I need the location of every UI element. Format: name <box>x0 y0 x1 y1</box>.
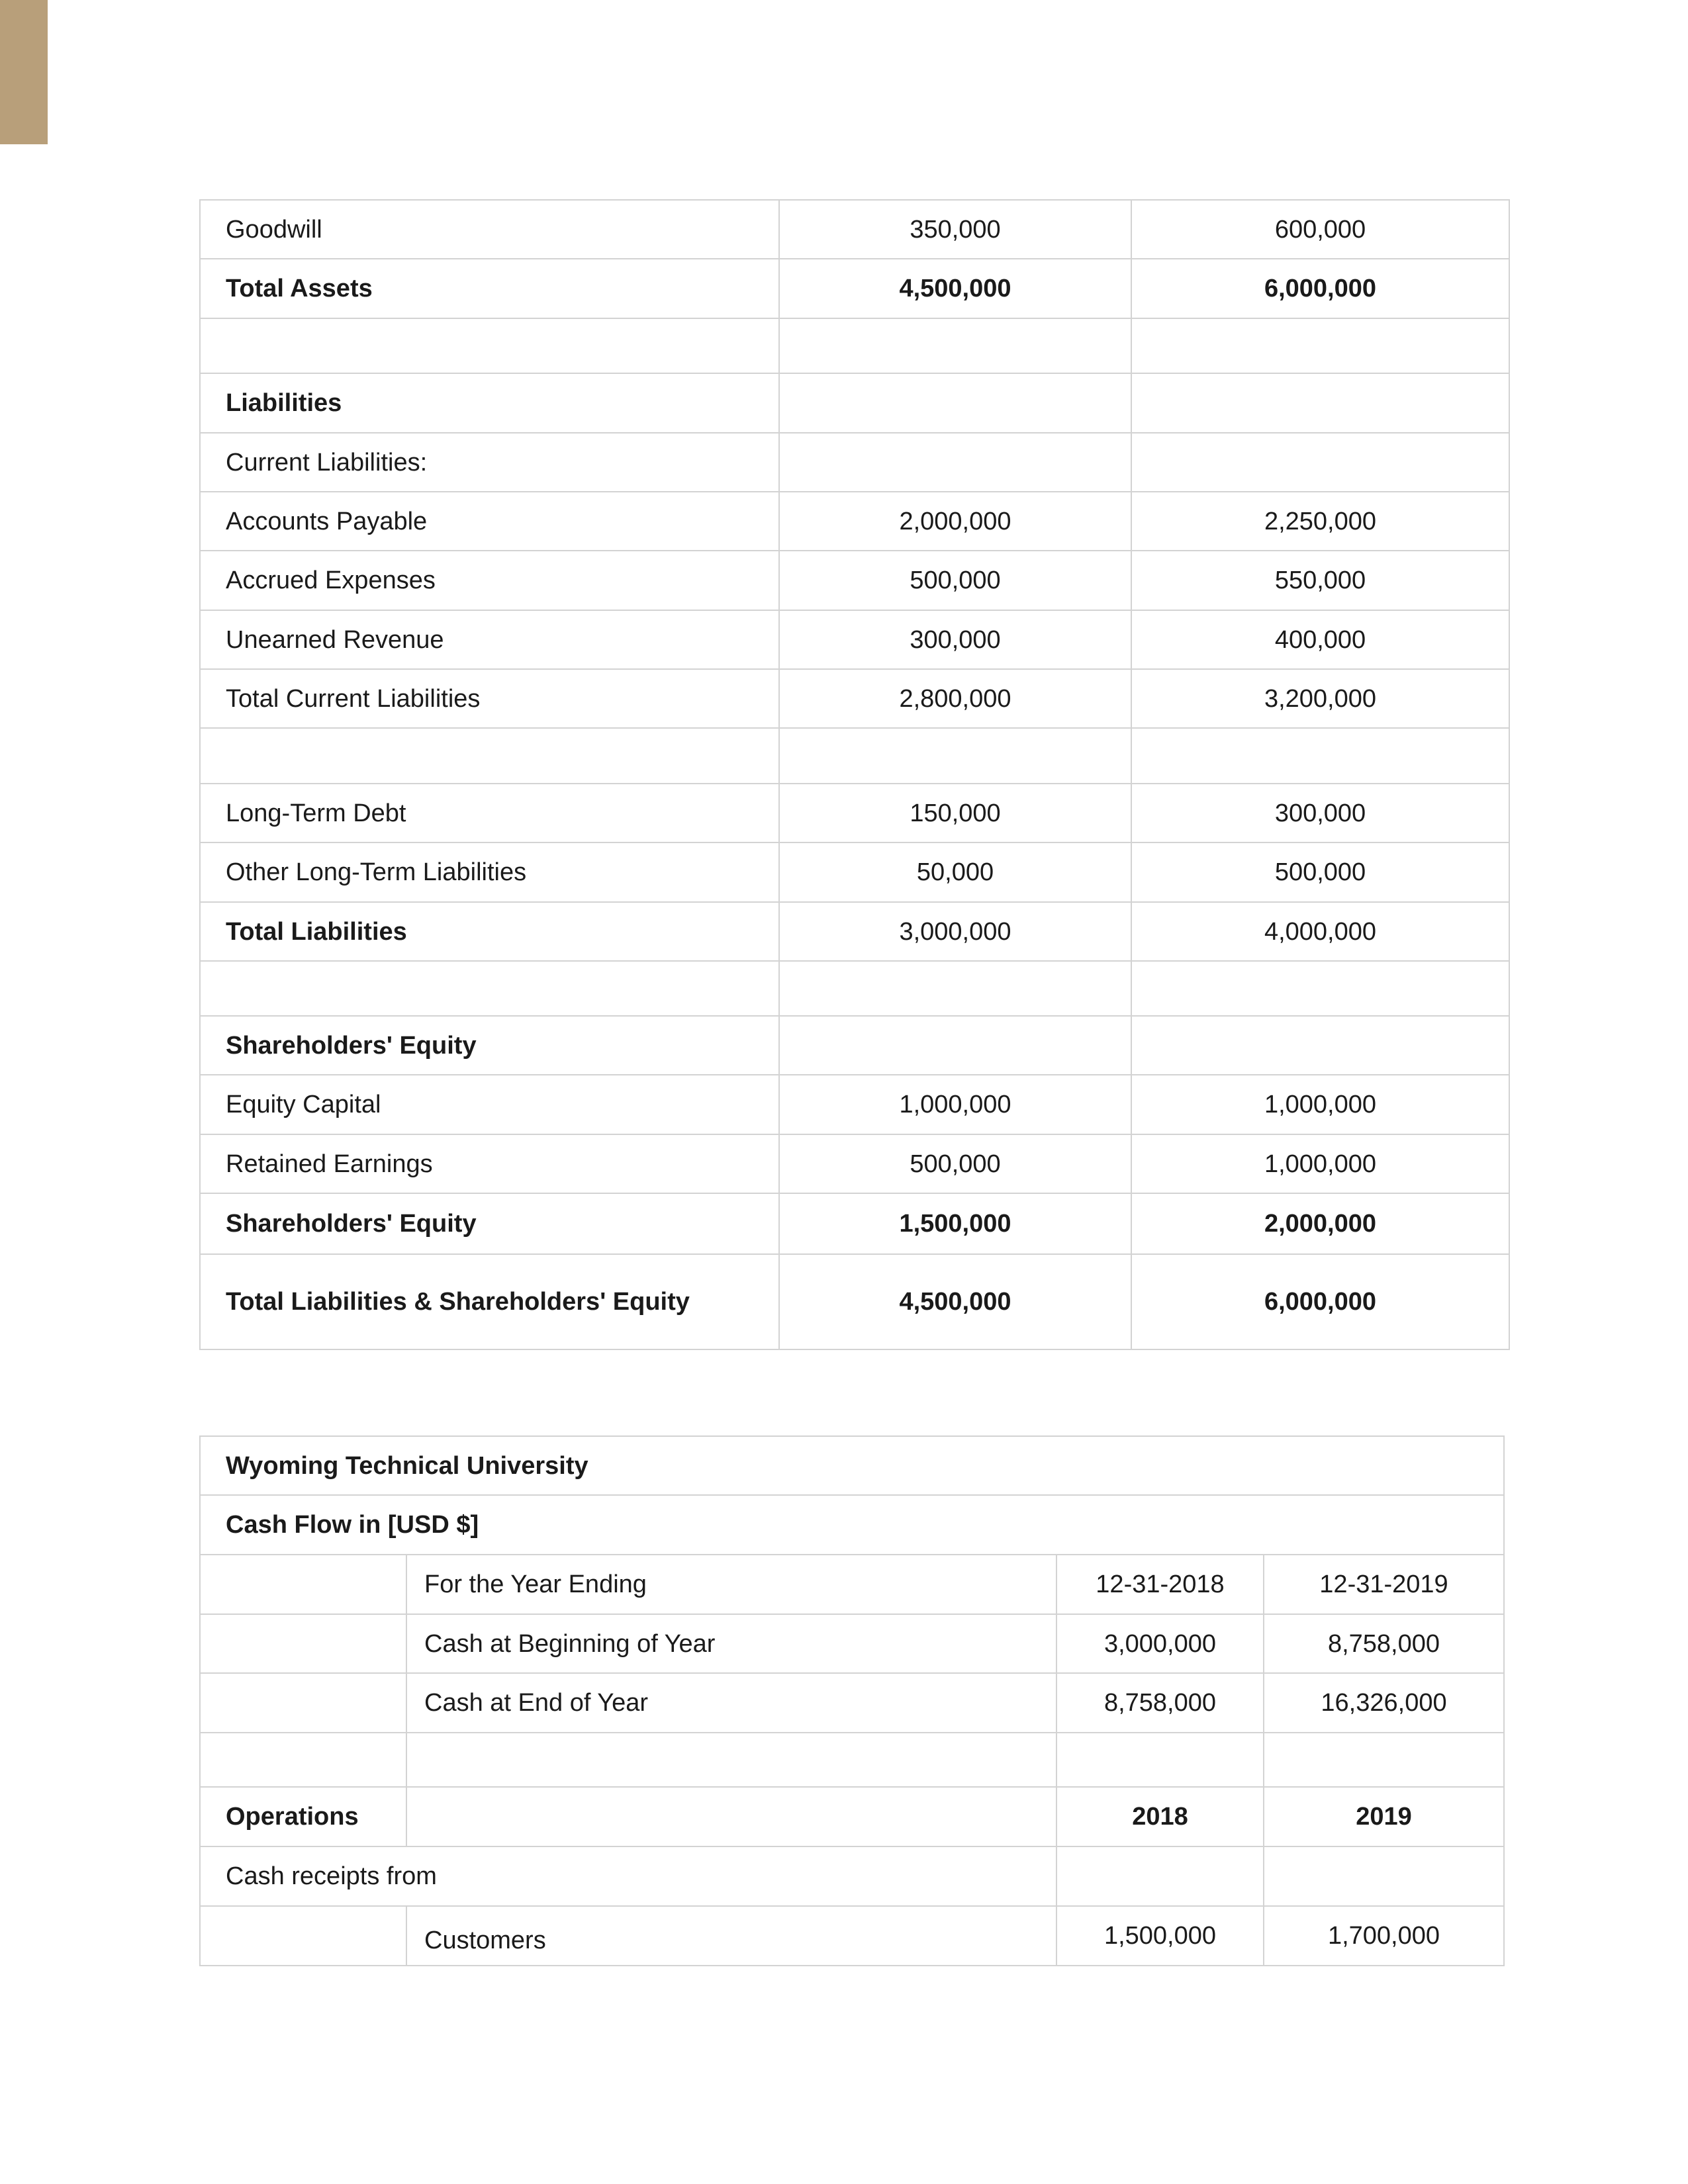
table-row-cash-beginning <box>200 1614 1504 1673</box>
row-label: Total Assets <box>200 259 779 318</box>
table-row-institution <box>200 1436 1504 1495</box>
table-row-cash-receipts <box>200 1846 1504 1906</box>
table-row-title <box>200 1495 1504 1555</box>
value-2019: 2,250,000 <box>1131 492 1509 551</box>
empty-cell <box>200 1906 406 1966</box>
value-2019: 600,000 <box>1131 200 1509 259</box>
table-row-blank <box>200 728 1509 784</box>
table-row-liabilities-header <box>200 373 1509 433</box>
value-2018: 8,758,000 <box>1056 1673 1264 1733</box>
cash-flow-table <box>199 1435 1505 1966</box>
empty-cell <box>779 373 1131 433</box>
institution-name: Wyoming Technical University <box>200 1436 1504 1495</box>
value-2018: 50,000 <box>779 842 1131 902</box>
empty-cell <box>200 1614 406 1673</box>
value-2018: 500,000 <box>779 1134 1131 1193</box>
row-label: Total Liabilities & Shareholders' Equity <box>200 1254 779 1349</box>
empty-cell <box>200 1555 406 1614</box>
row-label: Other Long-Term Liabilities <box>200 842 779 902</box>
value-2019: 6,000,000 <box>1131 259 1509 318</box>
row-label: Cash receipts from <box>200 1846 1056 1906</box>
value-2019: 500,000 <box>1131 842 1509 902</box>
empty-cell <box>1131 728 1509 784</box>
balance-sheet-table <box>199 199 1510 1350</box>
value-2018: 4,500,000 <box>779 1254 1131 1349</box>
empty-cell <box>779 433 1131 492</box>
value-2018: 3,000,000 <box>1056 1614 1264 1673</box>
empty-cell <box>1131 1016 1509 1075</box>
empty-cell <box>779 318 1131 373</box>
table-row-total-current-liabilities <box>200 669 1509 728</box>
value-2019: 550,000 <box>1131 551 1509 610</box>
row-label: Goodwill <box>200 200 779 259</box>
section-heading: Shareholders' Equity <box>200 1016 779 1075</box>
table-row-shareholders-equity-total <box>200 1193 1509 1254</box>
empty-cell <box>779 1016 1131 1075</box>
empty-cell <box>1264 1733 1504 1787</box>
row-label: Total Current Liabilities <box>200 669 779 728</box>
table-row-equity-header <box>200 1016 1509 1075</box>
value-2019: 1,700,000 <box>1264 1906 1504 1966</box>
table-row-other-long-term-liabilities <box>200 842 1509 902</box>
empty-cell <box>200 1673 406 1733</box>
value-2018: 500,000 <box>779 551 1131 610</box>
row-label: Accounts Payable <box>200 492 779 551</box>
empty-cell <box>1056 1733 1264 1787</box>
table-row-accounts-payable <box>200 492 1509 551</box>
value-2018: 2,800,000 <box>779 669 1131 728</box>
year-header-2018: 2018 <box>1056 1787 1264 1846</box>
value-2019: 8,758,000 <box>1264 1614 1504 1673</box>
value-2018: 1,500,000 <box>1056 1906 1264 1966</box>
table-row-blank <box>200 318 1509 373</box>
row-label: Cash at Beginning of Year <box>406 1614 1056 1673</box>
empty-cell <box>779 728 1131 784</box>
empty-cell <box>406 1733 1056 1787</box>
empty-cell <box>200 728 779 784</box>
table-row-equity-capital <box>200 1075 1509 1134</box>
table-row-total-liabilities-and-equity <box>200 1254 1509 1349</box>
value-2019: 400,000 <box>1131 610 1509 669</box>
row-label: Cash at End of Year <box>406 1673 1056 1733</box>
table-row-accrued-expenses <box>200 551 1509 610</box>
table-row-blank <box>200 1733 1504 1787</box>
empty-cell <box>779 961 1131 1016</box>
value-2019: 16,326,000 <box>1264 1673 1504 1733</box>
table-row-unearned-revenue <box>200 610 1509 669</box>
value-2019: 3,200,000 <box>1131 669 1509 728</box>
value-2018: 4,500,000 <box>779 259 1131 318</box>
table-row-goodwill <box>200 200 1509 259</box>
row-label: Long-Term Debt <box>200 784 779 842</box>
cash-flow-title: Cash Flow in [USD $] <box>200 1495 1504 1555</box>
section-heading: Operations <box>200 1787 406 1846</box>
row-label: Accrued Expenses <box>200 551 779 610</box>
section-heading: Liabilities <box>200 373 779 433</box>
value-2019: 4,000,000 <box>1131 902 1509 961</box>
subsection-heading: Current Liabilities: <box>200 433 779 492</box>
value-2018: 350,000 <box>779 200 1131 259</box>
value-2018: 1,500,000 <box>779 1193 1131 1254</box>
date-2019: 12-31-2019 <box>1264 1555 1504 1614</box>
value-2019: 2,000,000 <box>1131 1193 1509 1254</box>
row-label: Shareholders' Equity <box>200 1193 779 1254</box>
date-2018: 12-31-2018 <box>1056 1555 1264 1614</box>
row-label: Retained Earnings <box>200 1134 779 1193</box>
value-2019: 1,000,000 <box>1131 1075 1509 1134</box>
table-row-total-liabilities <box>200 902 1509 961</box>
row-label: Unearned Revenue <box>200 610 779 669</box>
empty-cell <box>200 318 779 373</box>
row-label: Equity Capital <box>200 1075 779 1134</box>
empty-cell <box>1131 961 1509 1016</box>
row-label: Customers <box>406 1906 1056 1966</box>
value-2019: 6,000,000 <box>1131 1254 1509 1349</box>
decorative-accent-bar <box>0 0 48 144</box>
value-2018: 150,000 <box>779 784 1131 842</box>
table-row-retained-earnings <box>200 1134 1509 1193</box>
table-row-current-liabilities-header <box>200 433 1509 492</box>
value-2019: 300,000 <box>1131 784 1509 842</box>
table-row-total-assets <box>200 259 1509 318</box>
empty-cell <box>200 961 779 1016</box>
empty-cell <box>1131 433 1509 492</box>
empty-cell <box>406 1787 1056 1846</box>
table-row-customers <box>200 1906 1504 1966</box>
empty-cell <box>1264 1846 1504 1906</box>
value-2018: 3,000,000 <box>779 902 1131 961</box>
empty-cell <box>1131 373 1509 433</box>
table-row-operations-header <box>200 1787 1504 1846</box>
row-label: For the Year Ending <box>406 1555 1056 1614</box>
empty-cell <box>1056 1846 1264 1906</box>
value-2018: 1,000,000 <box>779 1075 1131 1134</box>
value-2019: 1,000,000 <box>1131 1134 1509 1193</box>
value-2018: 2,000,000 <box>779 492 1131 551</box>
table-row-year-ending <box>200 1555 1504 1614</box>
row-label: Total Liabilities <box>200 902 779 961</box>
table-row-long-term-debt <box>200 784 1509 842</box>
year-header-2019: 2019 <box>1264 1787 1504 1846</box>
table-row-cash-end <box>200 1673 1504 1733</box>
table-row-blank <box>200 961 1509 1016</box>
value-2018: 300,000 <box>779 610 1131 669</box>
empty-cell <box>200 1733 406 1787</box>
empty-cell <box>1131 318 1509 373</box>
